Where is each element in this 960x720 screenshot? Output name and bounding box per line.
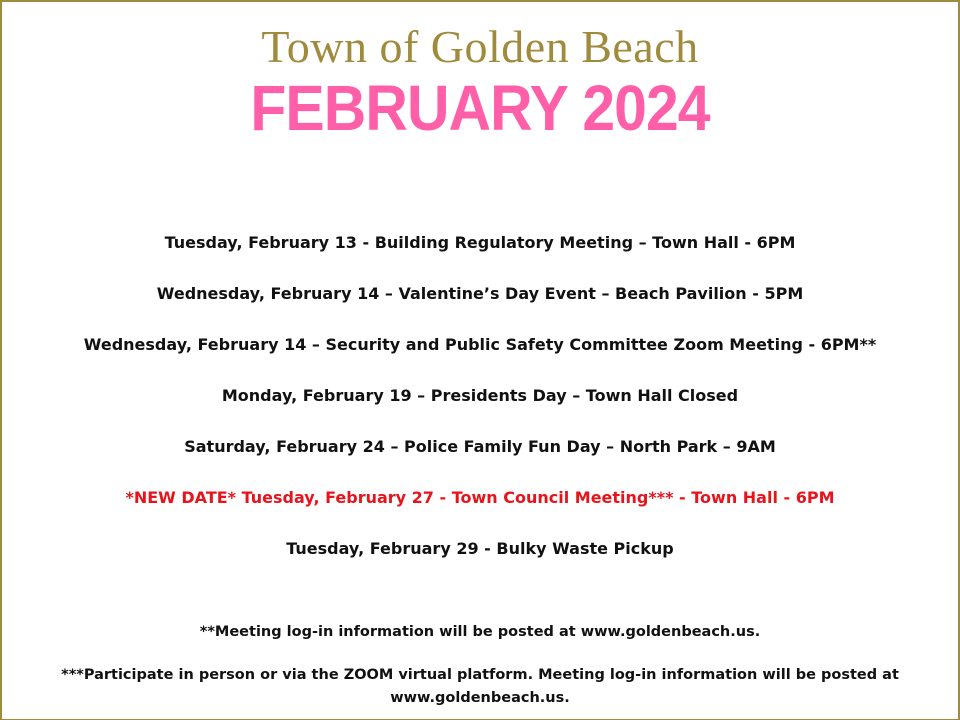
participate-note: ***Participate in person or via the ZOOM virtual platform. Meeting log-in information will be posted at www.goldenbeach.us. bbox=[61, 667, 899, 706]
month-title: FEBRUARY 2024 bbox=[250, 72, 710, 144]
event-item: Monday, February 19 – Presidents Day – Town Hall Closed bbox=[221, 386, 739, 405]
meeting-login-note: **Meeting log-in information will be posted at www.goldenbeach.us. bbox=[199, 624, 761, 640]
event-item: Saturday, February 24 – Police Family Fun Day – North Park – 9AM bbox=[184, 437, 776, 456]
event-item-new-date: *NEW DATE* Tuesday, February 27 - Town Council Meeting*** - Town Hall - 6PM bbox=[125, 488, 835, 507]
event-item: Wednesday, February 14 – Security and Public Safety Committee Zoom Meeting - 6PM** bbox=[83, 335, 877, 354]
event-item: Tuesday, February 29 - Bulky Waste Pickup bbox=[286, 539, 674, 558]
event-item: Tuesday, February 13 - Building Regulatory Meeting – Town Hall - 6PM bbox=[164, 233, 796, 252]
event-list bbox=[2, 231, 958, 588]
event-item: Wednesday, February 14 – Valentine’s Day Event – Beach Pavilion - 5PM bbox=[156, 284, 804, 303]
town-title: Town of Golden Beach bbox=[261, 21, 699, 72]
